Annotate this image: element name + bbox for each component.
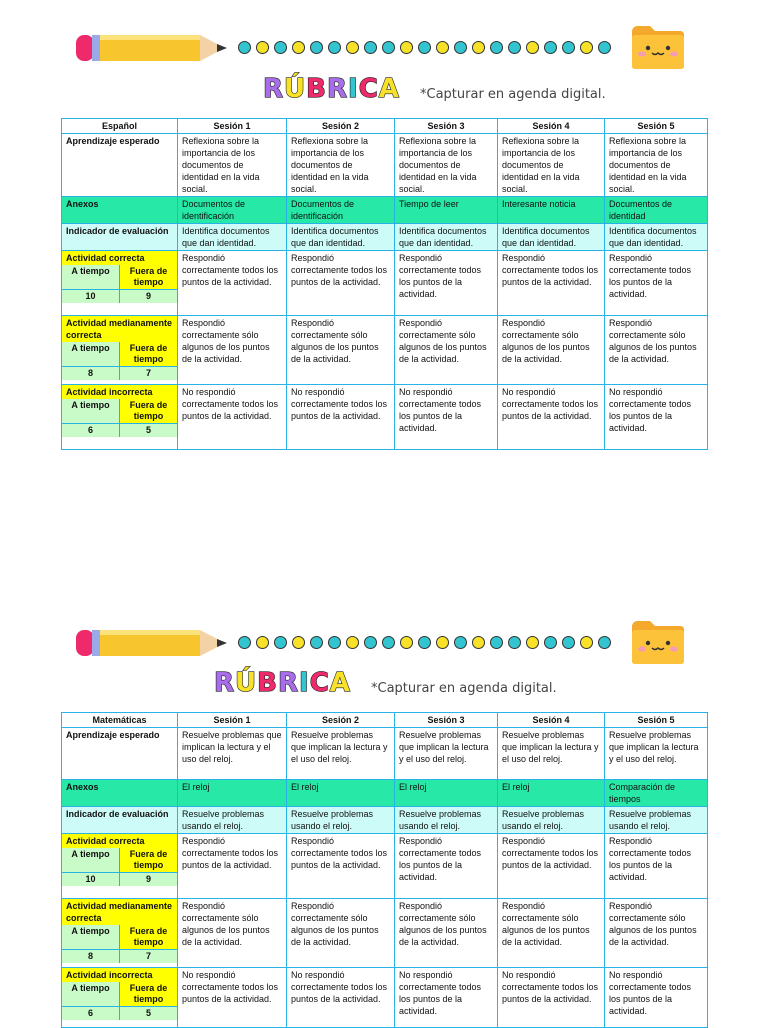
title-letter: Ú (284, 74, 307, 104)
indicador-cell: Identifica documentos que dan identidad. (498, 224, 605, 251)
dot-icon (256, 636, 269, 649)
level-cell: Respondió correctamente todos los puntos de la actividad. (287, 251, 395, 316)
score-fuera: 9 (120, 290, 178, 304)
dot-icon (580, 636, 593, 649)
indicador-cell: Resuelve problemas usando el reloj. (178, 807, 287, 834)
level-cell: Respondió correctamente todos los puntos de la actividad. (395, 834, 498, 899)
dot-icon (580, 41, 593, 54)
anexos-cell: Tiempo de leer (395, 197, 498, 224)
fuera-label: Fuera de tiempo (120, 265, 178, 290)
dot-icon (526, 636, 539, 649)
level-cell: No respondió correctamente todos los puntos de la actividad. (178, 968, 287, 1028)
dot-icon (508, 636, 521, 649)
level-cell: Respondió correctamente sólo algunos de los puntos de la actividad. (498, 316, 605, 385)
title-letter: R (214, 668, 236, 698)
score-table (62, 848, 177, 886)
title-letter: I (348, 74, 359, 104)
dot-icon (544, 636, 557, 649)
fuera-label: Fuera de tiempo (120, 848, 178, 873)
anexos-cell: Documentos de identificación (287, 197, 395, 224)
dot-icon (274, 41, 287, 54)
dot-icon (418, 41, 431, 54)
dot-icon (418, 636, 431, 649)
rubric-title (214, 668, 351, 698)
dot-icon (490, 41, 503, 54)
dot-icon (562, 636, 575, 649)
level-cell: Respondió correctamente todos los puntos de la actividad. (605, 251, 708, 316)
dot-icon (256, 41, 269, 54)
a-tiempo-label: A tiempo (62, 925, 120, 950)
title-letter: A (378, 74, 400, 104)
score-a-tiempo: 8 (62, 950, 120, 964)
level-cell: No respondió correctamente todos los puntos de la actividad. (498, 385, 605, 450)
dot-icon (238, 636, 251, 649)
dot-icon (328, 41, 341, 54)
rubric-table (61, 712, 708, 1028)
row-label-indicador: Indicador de evaluación (62, 807, 178, 834)
dot-icon (544, 41, 557, 54)
level-label-block (62, 385, 178, 450)
fuera-label: Fuera de tiempo (120, 982, 178, 1007)
aprendizaje-cell: Resuelve problemas que implican la lectura y el uso del reloj. (287, 728, 395, 780)
dot-icon (364, 41, 377, 54)
folder-face-icon (630, 619, 686, 665)
aprendizaje-cell: Reflexiona sobre la importancia de los documentos de identidad en la vida social. (178, 134, 287, 197)
dot-icon (292, 41, 305, 54)
anexos-cell: Documentos de identidad (605, 197, 708, 224)
level-cell: No respondió correctamente todos los puntos de la actividad. (395, 968, 498, 1028)
score-a-tiempo: 10 (62, 873, 120, 887)
level-cell: Respondió correctamente sólo algunos de los puntos de la actividad. (395, 899, 498, 968)
pencil-icon (75, 626, 231, 660)
rubric-title (263, 74, 400, 104)
session-header: Sesión 4 (498, 713, 605, 728)
title-letter: B (306, 74, 327, 104)
dot-icon (526, 41, 539, 54)
score-fuera: 5 (120, 1007, 178, 1021)
score-fuera: 7 (120, 367, 178, 381)
anexos-cell: El reloj (395, 780, 498, 807)
score-table (62, 925, 177, 963)
aprendizaje-cell: Reflexiona sobre la importancia de los documentos de identidad en la vida social. (498, 134, 605, 197)
dot-icon (274, 636, 287, 649)
level-cell: Respondió correctamente todos los puntos de la actividad. (498, 834, 605, 899)
level-cell: Respondió correctamente sólo algunos de los puntos de la actividad. (605, 899, 708, 968)
aprendizaje-cell: Reflexiona sobre la importancia de los documentos de identidad en la vida social. (605, 134, 708, 197)
level-label: Actividad incorrecta (62, 968, 177, 982)
capture-note: *Capturar en agenda digital. (371, 681, 557, 696)
anexos-cell: El reloj (498, 780, 605, 807)
level-label: Actividad medianamente correcta (62, 316, 177, 342)
dot-icon (238, 41, 251, 54)
pencil-icon (75, 31, 231, 65)
level-cell: Respondió correctamente todos los puntos de la actividad. (178, 251, 287, 316)
dot-icon (454, 636, 467, 649)
anexos-cell: Documentos de identificación (178, 197, 287, 224)
session-header: Sesión 3 (395, 713, 498, 728)
aprendizaje-cell: Resuelve problemas que implican la lectura y el uso del reloj. (498, 728, 605, 780)
indicador-cell: Resuelve problemas usando el reloj. (395, 807, 498, 834)
title-letter: B (257, 668, 278, 698)
session-header: Sesión 1 (178, 713, 287, 728)
level-label: Actividad incorrecta (62, 385, 177, 399)
subject-header: Matemáticas (62, 713, 178, 728)
dot-icon (310, 636, 323, 649)
dot-icon (292, 636, 305, 649)
score-table (62, 342, 177, 380)
dot-row (238, 636, 611, 649)
level-cell: Respondió correctamente todos los puntos de la actividad. (498, 251, 605, 316)
level-cell: Respondió correctamente todos los puntos de la actividad. (605, 834, 708, 899)
score-a-tiempo: 10 (62, 290, 120, 304)
level-label: Actividad correcta (62, 834, 177, 848)
level-cell: Respondió correctamente sólo algunos de los puntos de la actividad. (395, 316, 498, 385)
level-cell: Respondió correctamente sólo algunos de los puntos de la actividad. (605, 316, 708, 385)
dot-icon (598, 41, 611, 54)
dot-icon (490, 636, 503, 649)
indicador-cell: Identifica documentos que dan identidad. (287, 224, 395, 251)
anexos-cell: Interesante noticia (498, 197, 605, 224)
aprendizaje-cell: Reflexiona sobre la importancia de los documentos de identidad en la vida social. (395, 134, 498, 197)
level-label-block (62, 316, 178, 385)
level-label: Actividad correcta (62, 251, 177, 265)
aprendizaje-cell: Reflexiona sobre la importancia de los documentos de identidad en la vida social. (287, 134, 395, 197)
title-letter: C (358, 74, 379, 104)
session-header: Sesión 2 (287, 713, 395, 728)
capture-note: *Capturar en agenda digital. (420, 87, 606, 102)
title-letter: Ú (235, 668, 258, 698)
rubric-table (61, 118, 708, 450)
session-header: Sesión 5 (605, 713, 708, 728)
anexos-cell: El reloj (287, 780, 395, 807)
level-cell: Respondió correctamente sólo algunos de los puntos de la actividad. (287, 316, 395, 385)
level-label: Actividad medianamente correcta (62, 899, 177, 925)
session-header: Sesión 3 (395, 119, 498, 134)
level-label-block (62, 834, 178, 899)
indicador-cell: Resuelve problemas usando el reloj. (287, 807, 395, 834)
title-letter: A (329, 668, 351, 698)
dot-icon (400, 41, 413, 54)
level-cell: Respondió correctamente sólo algunos de los puntos de la actividad. (498, 899, 605, 968)
dot-icon (346, 41, 359, 54)
a-tiempo-label: A tiempo (62, 399, 120, 424)
dot-icon (508, 41, 521, 54)
aprendizaje-cell: Resuelve problemas que implican la lectura y el uso del reloj. (178, 728, 287, 780)
score-a-tiempo: 8 (62, 367, 120, 381)
aprendizaje-cell: Resuelve problemas que implican la lectura y el uso del reloj. (605, 728, 708, 780)
session-header: Sesión 1 (178, 119, 287, 134)
dot-icon (364, 636, 377, 649)
row-label-aprendizaje: Aprendizaje esperado (62, 134, 178, 197)
level-label-block (62, 968, 178, 1028)
title-letter: C (309, 668, 330, 698)
title-letter: I (299, 668, 310, 698)
level-cell: No respondió correctamente todos los puntos de la actividad. (605, 968, 708, 1028)
score-a-tiempo: 6 (62, 424, 120, 438)
dot-icon (598, 636, 611, 649)
level-cell: Respondió correctamente sólo algunos de los puntos de la actividad. (287, 899, 395, 968)
dot-icon (400, 636, 413, 649)
dot-icon (562, 41, 575, 54)
subject-header: Español (62, 119, 178, 134)
indicador-cell: Identifica documentos que dan identidad. (605, 224, 708, 251)
level-cell: No respondió correctamente todos los puntos de la actividad. (605, 385, 708, 450)
score-fuera: 5 (120, 424, 178, 438)
score-table (62, 982, 177, 1020)
title-letter: R (263, 74, 285, 104)
dot-icon (472, 41, 485, 54)
level-cell: No respondió correctamente todos los puntos de la actividad. (287, 968, 395, 1028)
indicador-cell: Resuelve problemas usando el reloj. (605, 807, 708, 834)
title-letter: R (326, 74, 349, 104)
level-cell: Respondió correctamente todos los puntos de la actividad. (287, 834, 395, 899)
dot-icon (454, 41, 467, 54)
session-header: Sesión 2 (287, 119, 395, 134)
a-tiempo-label: A tiempo (62, 848, 120, 873)
level-cell: Respondió correctamente todos los puntos de la actividad. (178, 834, 287, 899)
anexos-cell: El reloj (178, 780, 287, 807)
level-cell: Respondió correctamente sólo algunos de los puntos de la actividad. (178, 899, 287, 968)
score-a-tiempo: 6 (62, 1007, 120, 1021)
level-label-block (62, 899, 178, 968)
score-fuera: 7 (120, 950, 178, 964)
a-tiempo-label: A tiempo (62, 342, 120, 367)
dot-icon (382, 636, 395, 649)
row-label-aprendizaje: Aprendizaje esperado (62, 728, 178, 780)
dot-icon (472, 636, 485, 649)
aprendizaje-cell: Resuelve problemas que implican la lectura y el uso del reloj. (395, 728, 498, 780)
level-cell: No respondió correctamente todos los puntos de la actividad. (498, 968, 605, 1028)
dot-icon (382, 41, 395, 54)
indicador-cell: Identifica documentos que dan identidad. (395, 224, 498, 251)
dot-icon (310, 41, 323, 54)
a-tiempo-label: A tiempo (62, 265, 120, 290)
level-cell: No respondió correctamente todos los puntos de la actividad. (395, 385, 498, 450)
session-header: Sesión 5 (605, 119, 708, 134)
indicador-cell: Resuelve problemas usando el reloj. (498, 807, 605, 834)
dot-icon (436, 41, 449, 54)
score-fuera: 9 (120, 873, 178, 887)
a-tiempo-label: A tiempo (62, 982, 120, 1007)
row-label-anexos: Anexos (62, 780, 178, 807)
row-label-indicador: Indicador de evaluación (62, 224, 178, 251)
dot-icon (436, 636, 449, 649)
level-cell: Respondió correctamente sólo algunos de los puntos de la actividad. (178, 316, 287, 385)
row-label-anexos: Anexos (62, 197, 178, 224)
dot-icon (346, 636, 359, 649)
dot-row (238, 41, 611, 54)
folder-face-icon (630, 24, 686, 70)
dot-icon (328, 636, 341, 649)
fuera-label: Fuera de tiempo (120, 342, 178, 367)
level-cell: No respondió correctamente todos los puntos de la actividad. (178, 385, 287, 450)
fuera-label: Fuera de tiempo (120, 399, 178, 424)
anexos-cell: Comparación de tiempos (605, 780, 708, 807)
title-letter: R (277, 668, 300, 698)
session-header: Sesión 4 (498, 119, 605, 134)
level-cell: No respondió correctamente todos los puntos de la actividad. (287, 385, 395, 450)
fuera-label: Fuera de tiempo (120, 925, 178, 950)
score-table (62, 399, 177, 437)
indicador-cell: Identifica documentos que dan identidad. (178, 224, 287, 251)
level-label-block (62, 251, 178, 316)
level-cell: Respondió correctamente todos los puntos de la actividad. (395, 251, 498, 316)
score-table (62, 265, 177, 303)
